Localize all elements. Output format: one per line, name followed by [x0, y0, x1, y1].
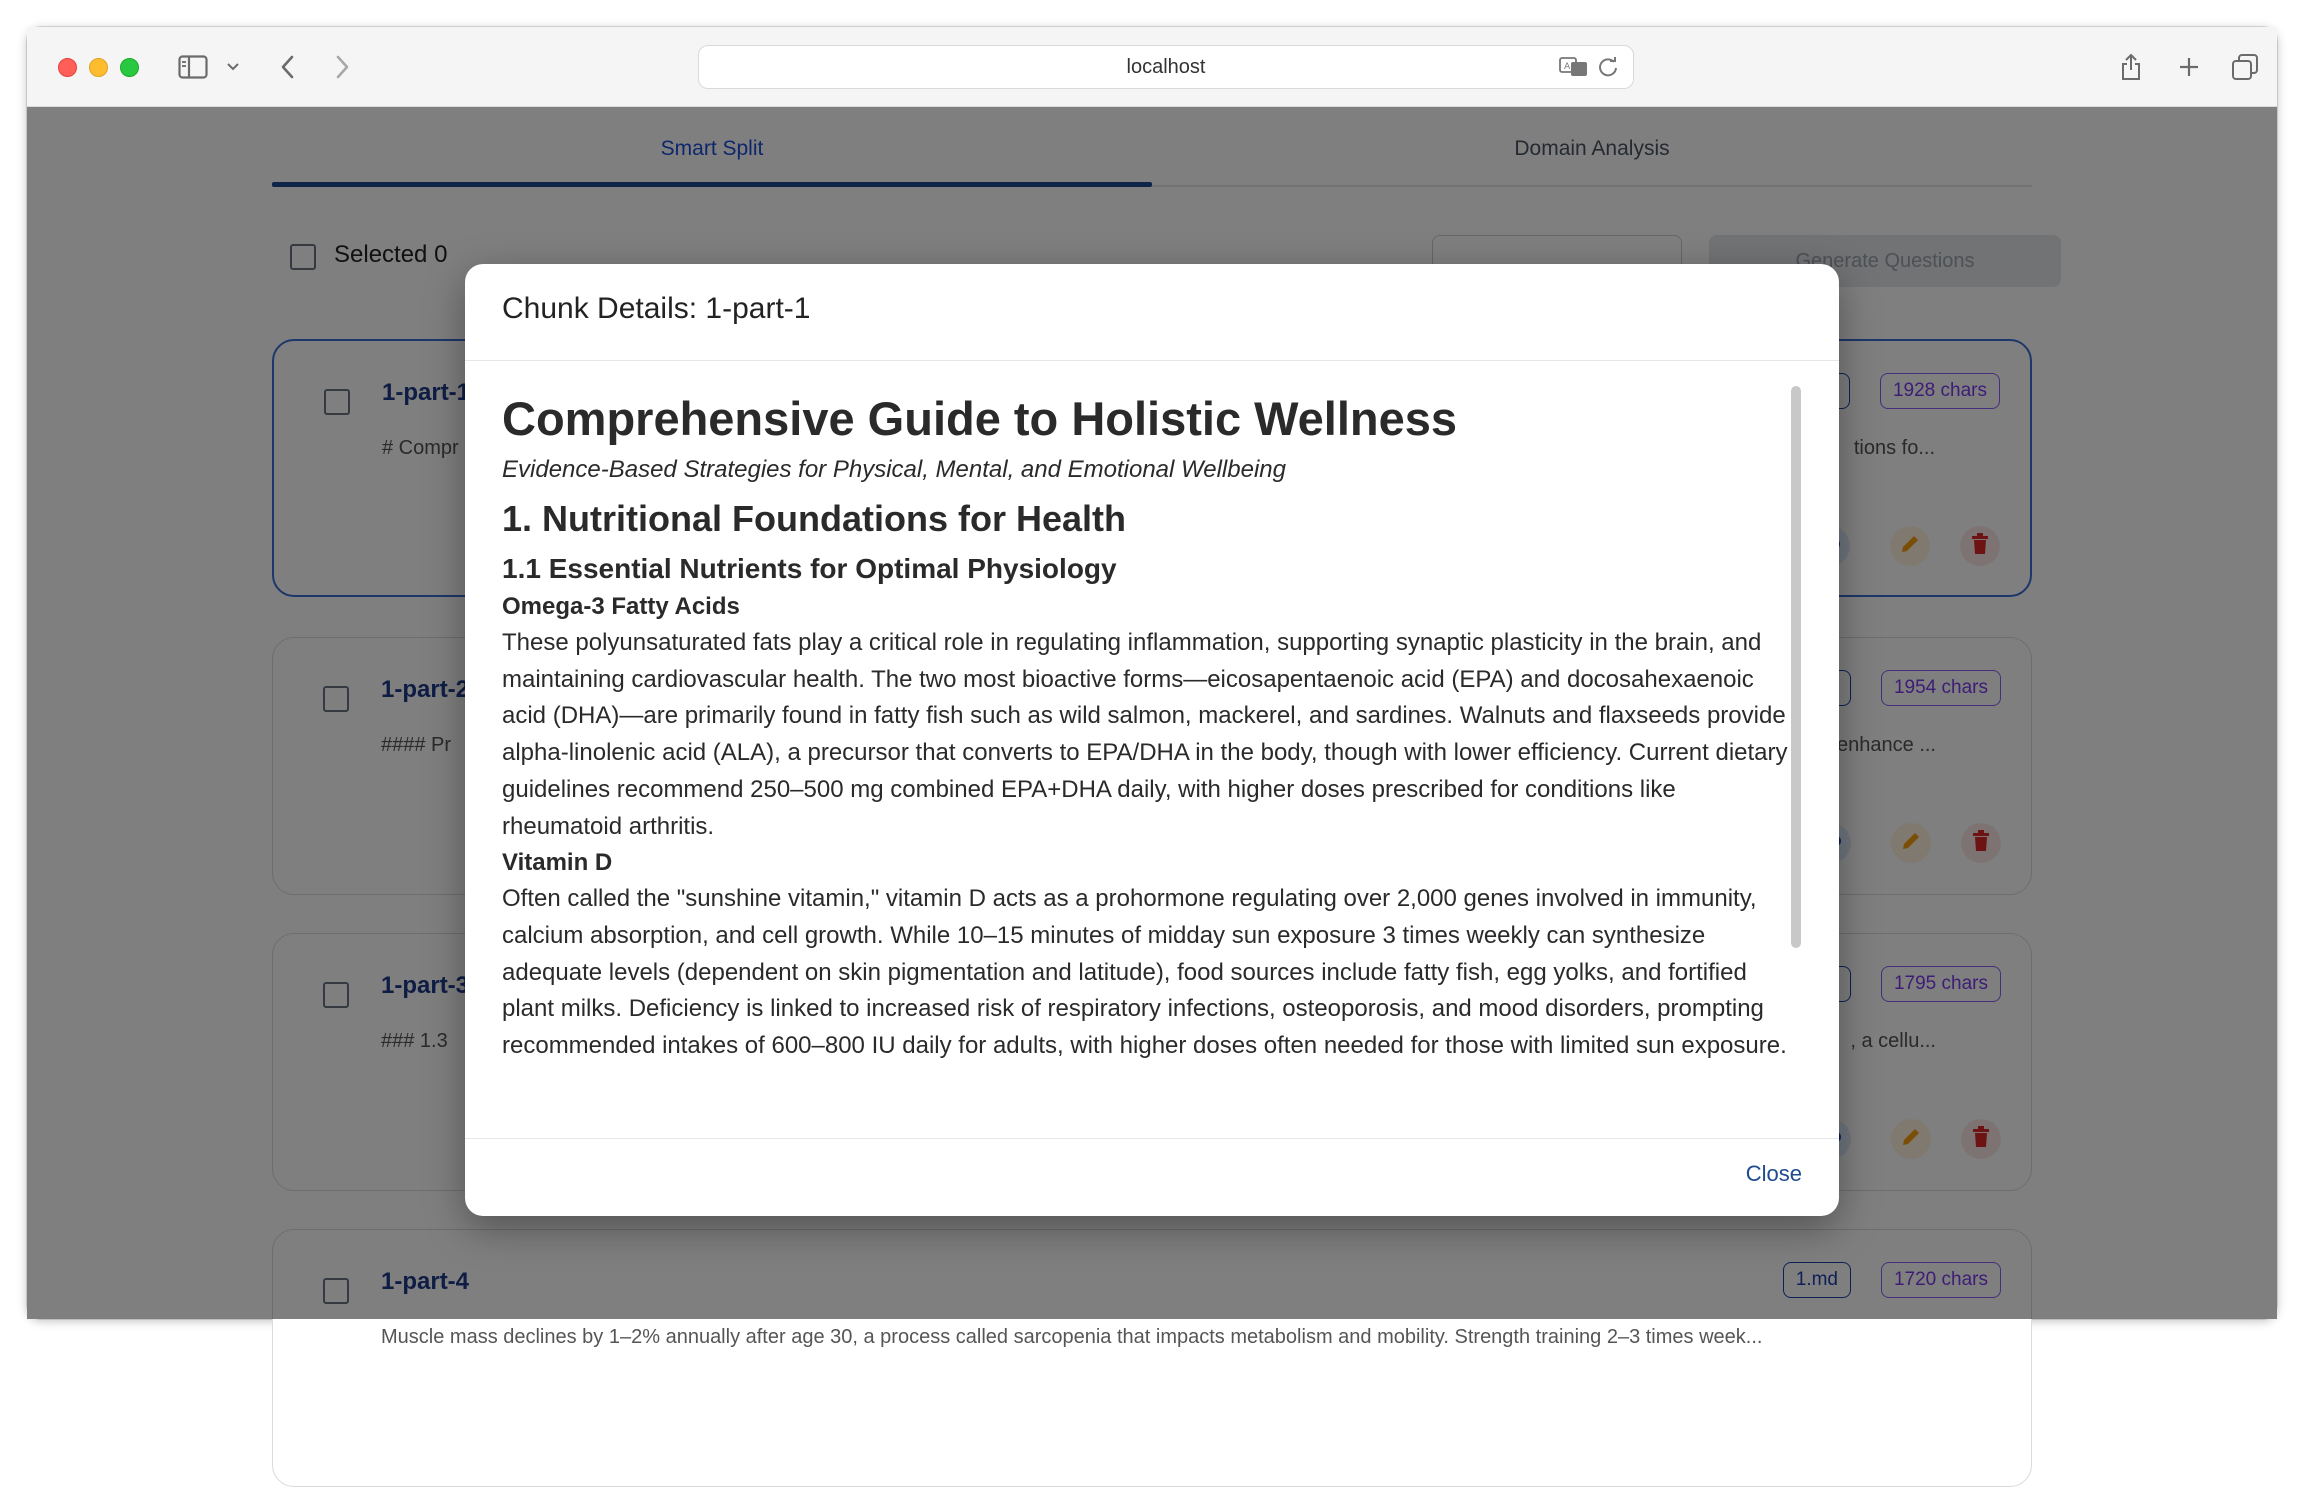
- topic-paragraph: Often called the "sunshine vitamin," vitamin D acts as a prohormone regulating over 2,000 genes involved in immunity, calcium absorption, and cell growth. While 10–15 minutes of midday sun exposure 3 times weekly can synthesize adequate levels (dependent on skin pigmentation and latitude), food sources include fatty fish, egg yolks, and fortified plant milks. Deficiency is linked to increased risk of respiratory infections, osteoporosis, and mood disorders, prompting recommended intakes of 600–800 IU daily for adults, with higher doses often needed for those with limited sun exposure.: [502, 885, 1787, 1060]
- chunk-details-modal: [465, 264, 1839, 1216]
- browser-titlebar: [27, 27, 2277, 107]
- address-bar[interactable]: [698, 45, 1634, 89]
- reload-icon[interactable]: [1597, 56, 1619, 83]
- document-title: Comprehensive Guide to Holistic Wellness: [502, 392, 1458, 445]
- share-icon[interactable]: [2116, 49, 2146, 85]
- back-arrow-icon[interactable]: [273, 49, 303, 85]
- new-tab-icon[interactable]: [2174, 49, 2204, 85]
- modal-body[interactable]: [465, 361, 1839, 1139]
- modal-footer: [465, 1138, 1839, 1216]
- section-heading: 1. Nutritional Foundations for Health: [502, 498, 1126, 539]
- modal-title: Chunk Details: 1-part-1: [502, 292, 811, 325]
- url-text: localhost: [1126, 56, 1206, 78]
- page-content: [27, 107, 2277, 1348]
- zoom-window-button[interactable]: [120, 58, 139, 77]
- chevron-down-icon[interactable]: [223, 49, 243, 85]
- minimize-window-button[interactable]: [89, 58, 108, 77]
- tab-overview-icon[interactable]: [2230, 49, 2260, 85]
- close-window-button[interactable]: [58, 58, 77, 77]
- sidebar-toggle-icon[interactable]: [175, 49, 211, 85]
- topic-heading: Omega-3 Fatty Acids: [502, 593, 740, 620]
- topic-heading: Vitamin D: [502, 849, 613, 877]
- chunk-content: [502, 389, 1792, 1065]
- topic-paragraph: These polyunsaturated fats play a critical role in regulating inflammation, supporting synaptic plasticity in the brain, and maintaining cardiovascular health. The two most bioactive forms—eicosapentaenoic acid (EPA) and docosahexaenoic acid (DHA)—are primarily found in fatty fish such as wild salmon, mackerel, and sardines. Walnuts and flaxseeds provide alpha-linolenic acid (ALA), a precursor that converts to EPA/DHA in the body, though with lower efficiency. Current dietary guidelines recommend 250–500 mg combined EPA+DHA daily, with higher doses prescribed for conditions like rheumatoid arthritis.: [502, 629, 1788, 840]
- forward-arrow-icon[interactable]: [327, 49, 357, 85]
- close-button[interactable]: Close: [1745, 1161, 1802, 1186]
- modal-scrollbar[interactable]: [1791, 386, 1801, 948]
- svg-text:A: A: [1564, 62, 1571, 72]
- modal-header: [465, 264, 1839, 361]
- chunk-preview: Muscle mass declines by 1–2% annually after age 30, a process called sarcopenia that impacts metabolism and mobility. Strength training 2–3 times week...: [381, 1326, 1763, 1348]
- browser-window: [27, 27, 2277, 1348]
- document-subtitle: Evidence-Based Strategies for Physical, Mental, and Emotional Wellbeing: [502, 456, 1286, 483]
- translate-icon[interactable]: [1559, 56, 1589, 83]
- subsection-heading: 1.1 Essential Nutrients for Optimal Physiology: [502, 553, 1117, 584]
